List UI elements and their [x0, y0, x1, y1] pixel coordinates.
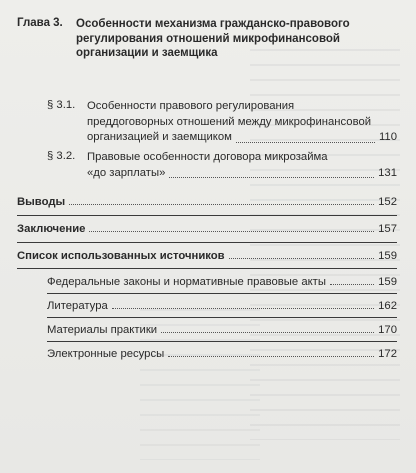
page-number: 131 [378, 166, 397, 179]
entry-label: Список использованных источников [17, 250, 225, 262]
toc-subentry[interactable] [47, 348, 397, 360]
chapter-number: Глава 3. [17, 17, 63, 29]
entry-label: Федеральные законы и нормативные правовые акты [47, 276, 326, 288]
section-title-line: «до зарплаты» [87, 166, 166, 179]
toc-subentry[interactable] [47, 300, 397, 312]
divider [47, 317, 397, 318]
divider [47, 293, 397, 294]
toc-entry-final[interactable] [17, 223, 397, 235]
dot-leader [168, 356, 374, 357]
page-number: 152 [378, 196, 397, 208]
entry-label: Заключение [17, 223, 86, 235]
toc-subentry[interactable] [47, 276, 397, 288]
toc-entry-bibliography[interactable] [17, 250, 397, 262]
page-number: 110 [378, 131, 397, 143]
dot-leader [169, 177, 374, 178]
toc-entry[interactable] [87, 130, 397, 146]
entry-label: Литература [47, 300, 108, 312]
page-number: 172 [378, 348, 397, 360]
toc-entry-conclusions[interactable] [17, 196, 397, 208]
section-title-line: Правовые особенности договора микрозайма [87, 151, 328, 163]
page-number: 159 [378, 250, 397, 262]
divider [47, 341, 397, 342]
divider [17, 242, 397, 243]
toc-entry[interactable] [87, 166, 397, 182]
dot-leader [89, 231, 374, 232]
page-number: 162 [378, 300, 397, 312]
dot-leader [112, 308, 374, 309]
dot-leader [161, 332, 374, 333]
entry-label: Выводы [17, 196, 66, 208]
entry-label: Материалы практики [47, 324, 158, 336]
dot-leader [236, 142, 375, 143]
page-number: 170 [378, 324, 397, 336]
dot-leader [229, 258, 375, 259]
section-title-line: Особенности правового регулирования [87, 100, 295, 112]
page-number: 157 [378, 223, 397, 235]
toc-subentry[interactable] [47, 324, 397, 336]
section-title [87, 99, 397, 146]
section-title-line: преддоговорных отношений между микрофинансовой [87, 115, 372, 128]
dot-leader [330, 284, 374, 285]
section-number: § 3.2. [47, 150, 76, 162]
section-number: § 3.1. [47, 99, 76, 111]
divider [17, 268, 397, 269]
section-title [87, 150, 397, 181]
divider [17, 215, 397, 216]
dot-leader [69, 204, 374, 205]
chapter-title: Особенности механизма гражданско-правового регулирования отношений микрофинансовой организации и заемщика [76, 18, 350, 59]
page-number: 159 [378, 276, 397, 288]
entry-label: Электронные ресурсы [47, 348, 165, 360]
section-title-line: организацией и заемщиком [87, 131, 232, 143]
